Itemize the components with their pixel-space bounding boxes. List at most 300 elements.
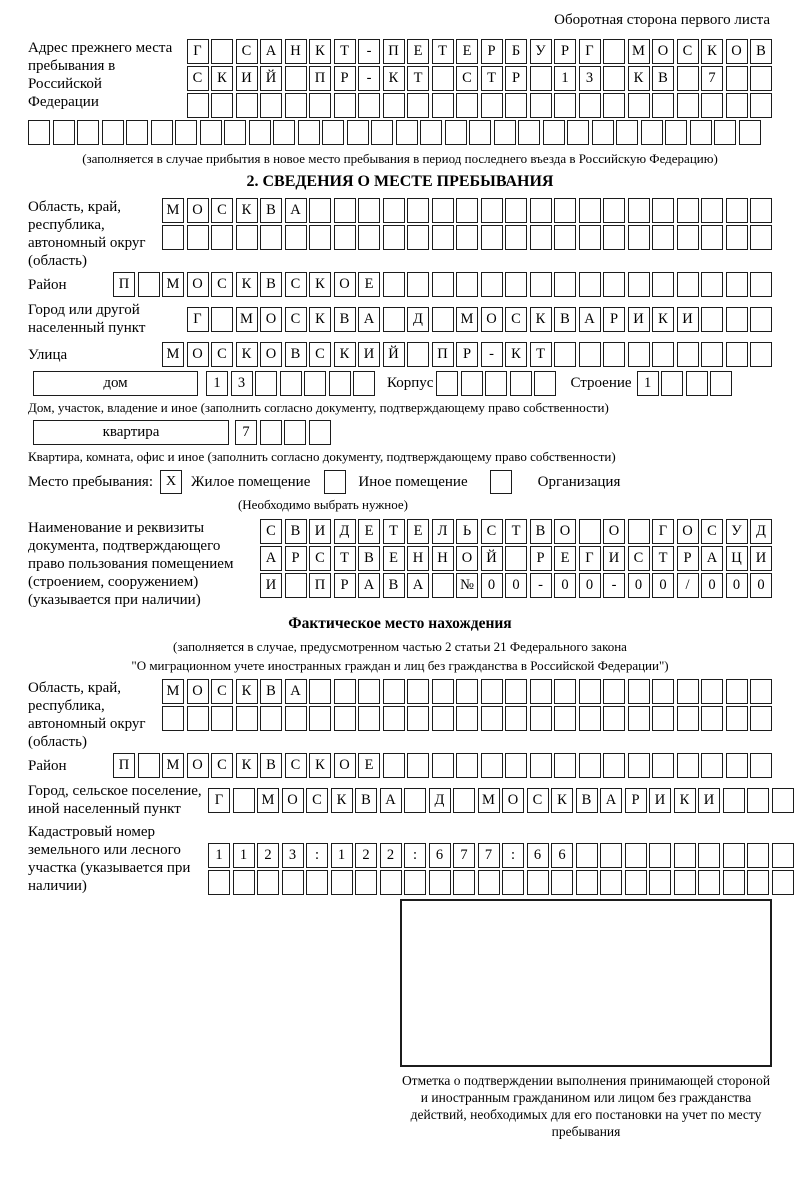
char-cell xyxy=(102,120,124,145)
char-cell xyxy=(677,706,699,731)
char-cell: 7 xyxy=(235,420,257,445)
char-cell: - xyxy=(358,66,380,91)
char-cell xyxy=(224,120,246,145)
char-cell xyxy=(674,843,696,868)
char-cell: А xyxy=(701,546,723,571)
char-cell: И xyxy=(358,342,380,367)
char-cell xyxy=(576,870,598,895)
char-cell xyxy=(750,93,772,118)
char-cell xyxy=(579,198,601,223)
prev-address-cell-rows xyxy=(187,39,773,118)
char-cell: М xyxy=(236,307,258,332)
char-cell xyxy=(469,120,491,145)
char-cell xyxy=(579,225,601,250)
char-cell: С xyxy=(309,342,331,367)
char-cell: С xyxy=(211,272,233,297)
house-caption: Дом, участок, владение и иное (заполнить согласно документу, подтверждающему право собственности) xyxy=(28,400,609,415)
char-cell xyxy=(530,198,552,223)
char-cell: Г xyxy=(652,519,674,544)
char-cell xyxy=(772,788,794,813)
char-cell xyxy=(309,679,331,704)
char-cell xyxy=(334,198,356,223)
char-cell xyxy=(407,272,429,297)
char-cell: И xyxy=(750,546,772,571)
char-cell xyxy=(456,93,478,118)
char-cell: С xyxy=(456,66,478,91)
char-cell: О xyxy=(334,753,356,778)
char-cell: О xyxy=(456,546,478,571)
char-cell xyxy=(456,198,478,223)
char-cell: М xyxy=(162,679,184,704)
char-cell xyxy=(603,39,625,64)
char-cell xyxy=(554,272,576,297)
prev-address-caption: (заполняется в случае прибытия в новое место пребывания в период последнего въезда в Российскую Федерацию) xyxy=(82,151,718,166)
char-cell: А xyxy=(600,788,622,813)
char-cell: В xyxy=(260,753,282,778)
char-cell xyxy=(592,120,614,145)
char-cell xyxy=(726,225,748,250)
char-cell: О xyxy=(187,272,209,297)
char-cell: К xyxy=(652,307,674,332)
char-cell: К xyxy=(211,66,233,91)
char-cell: Г xyxy=(579,546,601,571)
char-cell xyxy=(554,679,576,704)
char-cell: В xyxy=(285,342,307,367)
char-cell: С xyxy=(677,39,699,64)
char-cell: 1 xyxy=(206,371,228,396)
char-cell xyxy=(383,272,405,297)
char-cell: М xyxy=(456,307,478,332)
char-cell xyxy=(407,93,429,118)
char-cell xyxy=(211,93,233,118)
char-cell xyxy=(436,371,458,396)
char-cell xyxy=(750,66,772,91)
char-cell xyxy=(628,519,650,544)
char-cell xyxy=(481,706,503,731)
char-cell xyxy=(677,679,699,704)
char-cell xyxy=(407,706,429,731)
street-block xyxy=(28,342,772,367)
cadastral-row-2 xyxy=(208,870,794,895)
char-cell: Р xyxy=(334,573,356,598)
char-cell: В xyxy=(576,788,598,813)
char-cell xyxy=(407,342,429,367)
char-cell xyxy=(306,870,328,895)
char-cell: Т xyxy=(481,66,503,91)
city-row xyxy=(187,307,773,332)
char-cell xyxy=(603,679,625,704)
char-cell xyxy=(543,120,565,145)
char-cell xyxy=(600,870,622,895)
char-cell xyxy=(603,93,625,118)
house-number-row xyxy=(206,371,375,396)
char-cell: К xyxy=(309,272,331,297)
checkbox-other-premises xyxy=(324,470,346,494)
char-cell xyxy=(53,120,75,145)
char-cell: 0 xyxy=(505,573,527,598)
char-cell: С xyxy=(527,788,549,813)
char-cell xyxy=(420,120,442,145)
char-cell xyxy=(280,371,302,396)
char-cell xyxy=(534,371,556,396)
char-cell: 0 xyxy=(726,573,748,598)
char-cell: Р xyxy=(554,39,576,64)
char-cell xyxy=(625,843,647,868)
actual-region-cell-rows xyxy=(162,679,772,731)
char-cell: Р xyxy=(334,66,356,91)
char-cell xyxy=(701,342,723,367)
char-cell xyxy=(432,573,454,598)
char-cell: Е xyxy=(358,272,380,297)
char-cell xyxy=(641,120,663,145)
char-cell: М xyxy=(162,272,184,297)
char-cell: Т xyxy=(432,39,454,64)
char-cell: К xyxy=(505,342,527,367)
char-cell: Б xyxy=(505,39,527,64)
stay-option-residential: Жилое помещение xyxy=(191,474,311,490)
char-cell xyxy=(628,342,650,367)
char-cell: К xyxy=(383,66,405,91)
char-cell xyxy=(432,198,454,223)
char-cell: В xyxy=(260,679,282,704)
actual-location-title: Фактическое место нахождения xyxy=(288,615,512,632)
char-cell xyxy=(355,870,377,895)
char-cell: О xyxy=(260,307,282,332)
char-cell xyxy=(518,120,540,145)
char-cell: 2 xyxy=(355,843,377,868)
char-cell xyxy=(739,120,761,145)
char-cell xyxy=(233,870,255,895)
char-cell xyxy=(579,342,601,367)
char-cell: 7 xyxy=(701,66,723,91)
document-row-1 xyxy=(260,519,772,544)
char-cell: В xyxy=(260,272,282,297)
region-row-1 xyxy=(162,198,772,223)
char-cell: П xyxy=(383,39,405,64)
char-cell xyxy=(358,198,380,223)
char-cell xyxy=(701,198,723,223)
char-cell xyxy=(652,753,674,778)
char-cell: 3 xyxy=(282,843,304,868)
char-cell: В xyxy=(383,573,405,598)
char-cell: О xyxy=(652,39,674,64)
char-cell xyxy=(600,843,622,868)
char-cell xyxy=(554,198,576,223)
char-cell xyxy=(200,120,222,145)
char-cell: А xyxy=(358,573,380,598)
char-cell: О xyxy=(334,272,356,297)
char-cell xyxy=(334,225,356,250)
stroenie-label: Строение xyxy=(570,375,632,391)
district-label: Район xyxy=(28,276,67,293)
actual-region-block xyxy=(28,679,772,751)
char-cell xyxy=(211,706,233,731)
region-cell-rows xyxy=(162,198,772,250)
char-cell xyxy=(603,198,625,223)
char-cell xyxy=(603,706,625,731)
char-cell: К xyxy=(309,307,331,332)
apartment-caption: Квартира, комната, офис и иное (заполнить согласно документу, подтверждающему право собственности) xyxy=(28,449,616,464)
char-cell: К xyxy=(530,307,552,332)
char-cell: С xyxy=(628,546,650,571)
char-cell xyxy=(260,225,282,250)
char-cell: В xyxy=(652,66,674,91)
char-cell: Й xyxy=(260,66,282,91)
char-cell xyxy=(456,753,478,778)
char-cell: О xyxy=(502,788,524,813)
cadastral-label: Кадастровый номер земельного или лесного участка (указывается при наличии) xyxy=(28,824,191,894)
char-cell: Ц xyxy=(726,546,748,571)
char-cell xyxy=(649,843,671,868)
char-cell: К xyxy=(334,342,356,367)
char-cell: С xyxy=(481,519,503,544)
char-cell xyxy=(358,225,380,250)
char-cell xyxy=(138,272,160,297)
char-cell xyxy=(334,706,356,731)
char-cell xyxy=(285,66,307,91)
char-cell: С xyxy=(187,66,209,91)
char-cell xyxy=(551,870,573,895)
region-label: Область, край, республика, автономный округ (область) xyxy=(28,199,146,269)
char-cell xyxy=(628,272,650,297)
page-side-note: Оборотная сторона первого листа xyxy=(554,12,770,28)
char-cell xyxy=(445,120,467,145)
char-cell: С xyxy=(285,753,307,778)
char-cell xyxy=(750,198,772,223)
char-cell xyxy=(747,843,769,868)
char-cell: 0 xyxy=(579,573,601,598)
char-cell xyxy=(236,93,258,118)
char-cell: 2 xyxy=(380,843,402,868)
char-cell: / xyxy=(677,573,699,598)
char-cell: Е xyxy=(456,39,478,64)
char-cell: В xyxy=(358,546,380,571)
char-cell: Д xyxy=(334,519,356,544)
confirmation-stamp-box xyxy=(400,899,772,1067)
char-cell xyxy=(616,120,638,145)
char-cell xyxy=(432,225,454,250)
char-cell xyxy=(677,753,699,778)
char-cell xyxy=(383,198,405,223)
char-cell xyxy=(710,371,732,396)
char-cell xyxy=(677,272,699,297)
char-cell: В xyxy=(334,307,356,332)
char-cell xyxy=(747,870,769,895)
char-cell xyxy=(554,225,576,250)
char-cell xyxy=(404,788,426,813)
document-row-2 xyxy=(260,546,772,571)
actual-city-label: Город, сельское поселение, иной населенный пункт xyxy=(28,783,202,817)
char-cell xyxy=(701,307,723,332)
char-cell xyxy=(233,788,255,813)
char-cell xyxy=(407,225,429,250)
actual-location-caption-1: (заполняется в случае, предусмотренном частью 2 статьи 21 Федерального закона xyxy=(173,639,627,654)
checkbox-residential: X xyxy=(160,470,182,494)
actual-district-row xyxy=(113,753,772,778)
char-cell xyxy=(530,93,552,118)
stay-option-other-premises: Иное помещение xyxy=(358,474,468,490)
stroenie-row xyxy=(637,371,733,396)
actual-district-label: Район xyxy=(28,757,67,774)
char-cell xyxy=(481,93,503,118)
char-cell xyxy=(726,66,748,91)
char-cell xyxy=(456,679,478,704)
char-cell xyxy=(309,420,331,445)
char-cell xyxy=(383,93,405,118)
char-cell xyxy=(726,706,748,731)
char-cell xyxy=(701,93,723,118)
char-cell: 1 xyxy=(208,843,230,868)
char-cell: И xyxy=(260,573,282,598)
char-cell xyxy=(628,753,650,778)
char-cell xyxy=(211,307,233,332)
char-cell xyxy=(396,120,418,145)
char-cell xyxy=(236,706,258,731)
char-cell: О xyxy=(677,519,699,544)
char-cell: М xyxy=(478,788,500,813)
char-cell xyxy=(652,93,674,118)
char-cell xyxy=(383,706,405,731)
char-cell xyxy=(628,198,650,223)
char-cell xyxy=(750,272,772,297)
char-cell xyxy=(628,225,650,250)
char-cell: 0 xyxy=(554,573,576,598)
char-cell xyxy=(505,706,527,731)
char-cell: Г xyxy=(579,39,601,64)
actual-region-row-1 xyxy=(162,679,772,704)
char-cell xyxy=(701,225,723,250)
char-cell xyxy=(603,753,625,778)
char-cell: Г xyxy=(208,788,230,813)
char-cell: Е xyxy=(358,753,380,778)
char-cell xyxy=(432,93,454,118)
char-cell xyxy=(505,272,527,297)
char-cell xyxy=(726,198,748,223)
prev-address-label: Адрес прежнего места пребывания в Российской Федерации xyxy=(28,40,173,110)
char-cell xyxy=(554,93,576,118)
char-cell: А xyxy=(407,573,429,598)
char-cell: М xyxy=(628,39,650,64)
char-cell xyxy=(485,371,507,396)
apartment-block xyxy=(28,420,772,445)
char-cell: К xyxy=(236,342,258,367)
char-cell xyxy=(432,307,454,332)
actual-city-block xyxy=(28,782,772,818)
char-cell xyxy=(505,198,527,223)
char-cell xyxy=(249,120,271,145)
char-cell xyxy=(750,307,772,332)
char-cell xyxy=(456,272,478,297)
char-cell xyxy=(334,93,356,118)
char-cell: Д xyxy=(750,519,772,544)
char-cell: Р xyxy=(603,307,625,332)
char-cell: 7 xyxy=(478,843,500,868)
char-cell: О xyxy=(187,679,209,704)
char-cell: У xyxy=(726,519,748,544)
char-cell xyxy=(481,679,503,704)
char-cell: 3 xyxy=(231,371,253,396)
char-cell xyxy=(28,120,50,145)
char-cell: К xyxy=(628,66,650,91)
char-cell xyxy=(255,371,277,396)
char-cell: А xyxy=(579,307,601,332)
char-cell xyxy=(257,870,279,895)
region-block xyxy=(28,198,772,270)
char-cell: И xyxy=(236,66,258,91)
char-cell xyxy=(404,870,426,895)
char-cell xyxy=(481,753,503,778)
char-cell: П xyxy=(309,66,331,91)
char-cell: Е xyxy=(407,519,429,544)
char-cell: Н xyxy=(407,546,429,571)
char-cell xyxy=(579,706,601,731)
char-cell: Ь xyxy=(456,519,478,544)
char-cell: Р xyxy=(677,546,699,571)
char-cell xyxy=(530,225,552,250)
char-cell: С xyxy=(701,519,723,544)
char-cell: 1 xyxy=(331,843,353,868)
char-cell: Р xyxy=(456,342,478,367)
char-cell xyxy=(579,753,601,778)
char-cell: С xyxy=(285,272,307,297)
char-cell xyxy=(530,66,552,91)
char-cell xyxy=(187,706,209,731)
char-cell xyxy=(284,420,306,445)
document-label: Наименование и реквизиты документа, подтверждающего право пользования помещением (строением, сооружением) (указывается при наличии) xyxy=(28,520,234,608)
char-cell xyxy=(77,120,99,145)
char-cell xyxy=(260,706,282,731)
char-cell xyxy=(723,788,745,813)
char-cell xyxy=(285,573,307,598)
stamp-column xyxy=(400,899,772,1140)
char-cell xyxy=(690,120,712,145)
street-row xyxy=(162,342,772,367)
stay-type-block xyxy=(28,470,772,494)
char-cell: П xyxy=(309,573,331,598)
char-cell: Т xyxy=(334,39,356,64)
char-cell xyxy=(530,753,552,778)
char-cell: С xyxy=(309,546,331,571)
checkbox-organization xyxy=(490,470,512,494)
char-cell xyxy=(698,843,720,868)
korpus-row xyxy=(436,371,556,396)
char-cell: С xyxy=(260,519,282,544)
char-cell xyxy=(285,706,307,731)
char-cell xyxy=(187,93,209,118)
document-cell-rows xyxy=(260,519,772,598)
char-cell: О xyxy=(481,307,503,332)
char-cell xyxy=(358,679,380,704)
actual-city-row xyxy=(208,788,794,813)
char-cell: К xyxy=(701,39,723,64)
char-cell: В xyxy=(260,198,282,223)
char-cell: А xyxy=(285,679,307,704)
char-cell: Д xyxy=(429,788,451,813)
char-cell xyxy=(661,371,683,396)
char-cell xyxy=(383,679,405,704)
char-cell xyxy=(579,519,601,544)
char-cell: С xyxy=(211,679,233,704)
char-cell xyxy=(701,272,723,297)
char-cell: - xyxy=(530,573,552,598)
char-cell xyxy=(407,679,429,704)
char-cell: 3 xyxy=(579,66,601,91)
char-cell: М xyxy=(162,753,184,778)
char-cell xyxy=(453,788,475,813)
char-cell xyxy=(505,93,527,118)
char-cell: Т xyxy=(505,519,527,544)
char-cell: М xyxy=(257,788,279,813)
